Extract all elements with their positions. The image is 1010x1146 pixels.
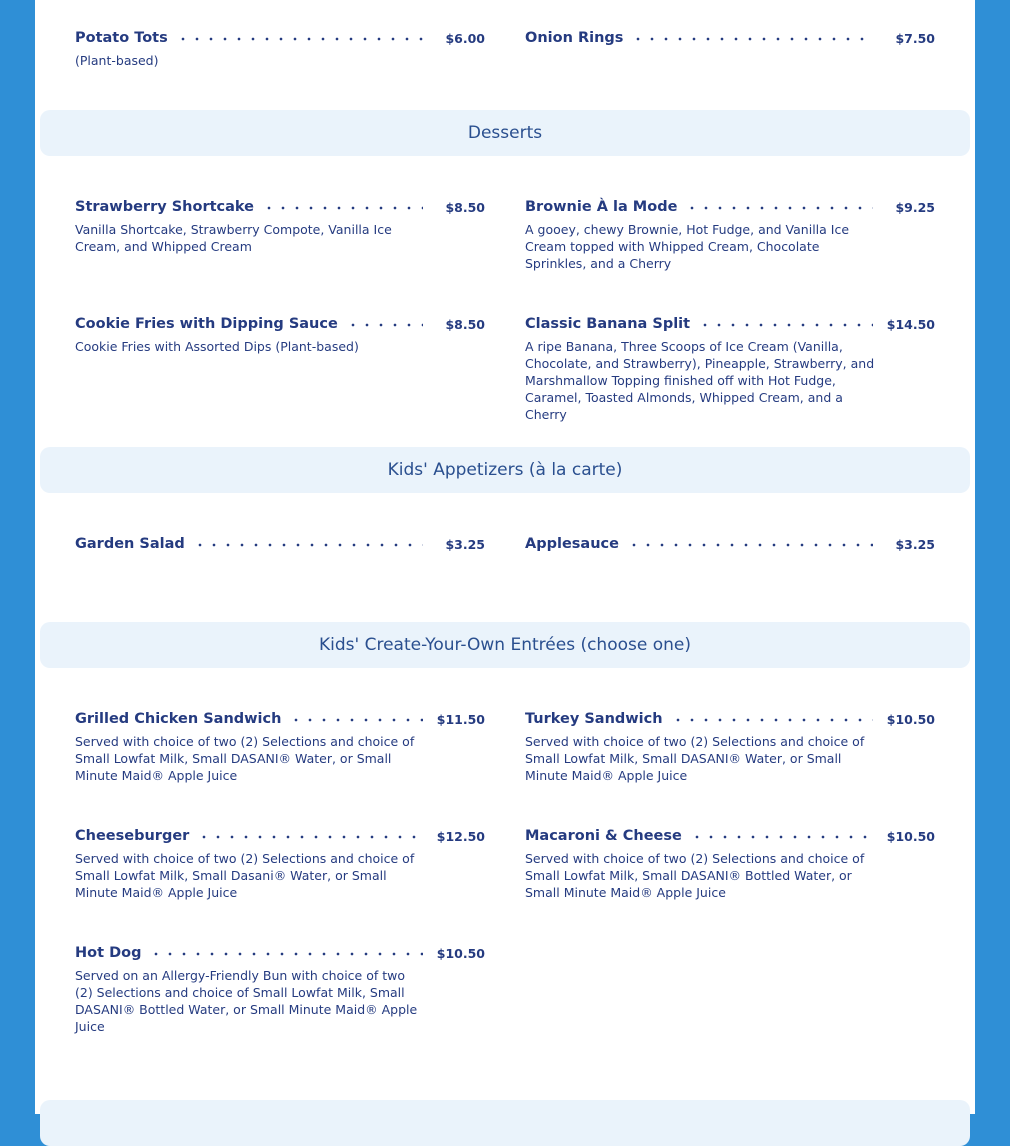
menu-item-classic-banana-split [525, 310, 935, 423]
item-name: Applesauce [525, 536, 623, 552]
leader-dots [346, 323, 423, 327]
item-price: $7.50 [895, 31, 935, 46]
item-description: Served with choice of two (2) Selections and choice of Small Lowfat Milk, Small DASANI® Water, or Small Minute Maid® Apple Juice [525, 734, 865, 783]
item-description: Served with choice of two (2) Selections and choice of Small Lowfat Milk, Small Dasani® Water, or Small Minute Maid® Apple Juice [75, 851, 415, 900]
section-header-next [40, 1100, 970, 1146]
item-name: Brownie À la Mode [525, 199, 681, 215]
item-description: Vanilla Shortcake, Strawberry Compote, Vanilla Ice Cream, and Whipped Cream [75, 222, 392, 254]
leader-dots [193, 543, 423, 547]
item-price: $8.50 [445, 200, 485, 215]
menu-item-hot-dog [75, 939, 485, 1035]
item-name: Cheeseburger [75, 828, 193, 844]
item-description: A ripe Banana, Three Scoops of Ice Cream (Vanilla, Chocolate, and Strawberry), Pineapple, Strawberry, and Marshmallow Topping finished off with Hot Fudge, Caramel, Toasted Almonds, Whipped Cream, and a Cherry [525, 339, 875, 422]
item-price: $6.00 [445, 31, 485, 46]
item-description: A gooey, chewy Brownie, Hot Fudge, and Vanilla Ice Cream topped with Whipped Cream, Chocolate Sprinkles, and a Cherry [525, 222, 850, 271]
item-price: $3.25 [445, 537, 485, 552]
leader-dots [690, 835, 873, 839]
item-price: $10.50 [436, 946, 485, 961]
item-price: $3.25 [895, 537, 935, 552]
leader-dots [698, 323, 873, 327]
item-price: $10.50 [886, 712, 935, 727]
menu-item-potato-tots [75, 24, 485, 69]
item-description: Served with choice of two (2) Selections and choice of Small Lowfat Milk, Small DASANI® Bottled Water, or Small Minute Maid® Apple Juice [525, 851, 865, 900]
item-price: $9.25 [895, 200, 935, 215]
item-name: Grilled Chicken Sandwich [75, 711, 285, 727]
item-description: Served with choice of two (2) Selections and choice of Small Lowfat Milk, Small DASANI® Water, or Small Minute Maid® Apple Juice [75, 734, 415, 783]
leader-dots [627, 543, 873, 547]
item-name: Potato Tots [75, 30, 172, 46]
item-name: Garden Salad [75, 536, 189, 552]
menu-item-turkey-sandwich [525, 705, 935, 784]
leader-dots [289, 718, 423, 722]
section-header-desserts: Desserts [40, 110, 970, 156]
leader-dots [197, 835, 423, 839]
menu-item-garden-salad [75, 530, 485, 552]
item-description: (Plant-based) [75, 53, 159, 68]
menu-item-applesauce [525, 530, 935, 552]
item-name: Hot Dog [75, 945, 145, 961]
item-price: $11.50 [436, 712, 485, 727]
leader-dots [262, 206, 423, 210]
leader-dots [671, 718, 873, 722]
leader-dots [176, 37, 423, 41]
item-description: Served on an Allergy-Friendly Bun with choice of two (2) Selections and choice of Small Lowfat Milk, Small DASANI® Bottled Water, or Small Minute Maid® Apple Juice [75, 968, 418, 1034]
leader-dots [631, 37, 873, 41]
menu-item-macaroni-cheese [525, 822, 935, 901]
menu-item-cheeseburger [75, 822, 485, 901]
item-name: Strawberry Shortcake [75, 199, 258, 215]
item-price: $10.50 [886, 829, 935, 844]
item-price: $12.50 [436, 829, 485, 844]
menu-item-cookie-fries [75, 310, 485, 355]
item-name: Turkey Sandwich [525, 711, 667, 727]
leader-dots [149, 952, 423, 956]
menu-item-strawberry-shortcake [75, 193, 485, 255]
item-name: Onion Rings [525, 30, 627, 46]
menu-item-onion-rings [525, 24, 935, 46]
item-description: Cookie Fries with Assorted Dips (Plant-based) [75, 339, 359, 354]
item-name: Cookie Fries with Dipping Sauce [75, 316, 342, 332]
section-header-kids-entrees: Kids' Create-Your-Own Entrées (choose one) [40, 622, 970, 668]
leader-dots [685, 206, 873, 210]
item-price: $14.50 [886, 317, 935, 332]
menu-page [35, 0, 975, 1114]
item-name: Classic Banana Split [525, 316, 694, 332]
item-price: $8.50 [445, 317, 485, 332]
menu-item-grilled-chicken-sandwich [75, 705, 485, 784]
item-name: Macaroni & Cheese [525, 828, 686, 844]
menu-item-brownie-a-la-mode [525, 193, 935, 272]
section-header-kids-appetizers: Kids' Appetizers (à la carte) [40, 447, 970, 493]
